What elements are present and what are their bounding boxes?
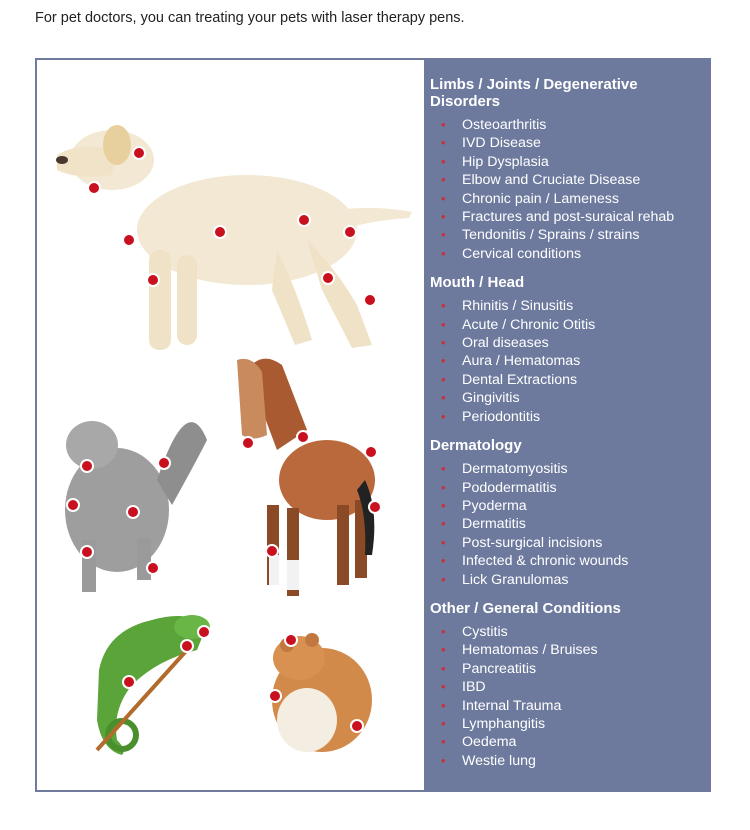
condition-list [430, 116, 711, 263]
list-item: • Hip Dysplasia [430, 153, 711, 171]
list-item: • Internal Trauma [430, 697, 711, 715]
section-limbs [430, 76, 711, 263]
list-item: • IVD Disease [430, 134, 711, 152]
list-item: • Cystitis [430, 623, 711, 641]
list-item: • Hematomas / Bruises [430, 641, 711, 659]
list-item: • Gingivitis [430, 389, 711, 407]
list-item: • Dental Extractions [430, 371, 711, 389]
section-title: Other / General Conditions [430, 599, 621, 617]
list-item: • Tendonitis / Sprains / strains [430, 226, 711, 244]
animal-illustration [37, 60, 424, 790]
list-item: • Aura / Hematomas [430, 352, 711, 370]
list-item: • Post-surgical incisions [430, 534, 711, 552]
list-item: • Lick Granulomas [430, 571, 711, 589]
chameleon-image [97, 615, 210, 755]
list-item: • Lymphangitis [430, 715, 711, 733]
list-item: • IBD [430, 678, 711, 696]
list-item: • Chronic pain / Lameness [430, 190, 711, 208]
condition-list [430, 460, 711, 589]
list-item: • Oedema [430, 733, 711, 751]
list-item: • Pododermatitis [430, 479, 711, 497]
list-item: • Westie lung [430, 752, 711, 770]
list-item: • Cervical conditions [430, 245, 711, 263]
section-general [430, 600, 711, 770]
section-title: Limbs / Joints / Degenerative Disorders [430, 76, 638, 110]
list-item: • Dermatitis [430, 515, 711, 533]
list-item: • Infected & chronic wounds [430, 552, 711, 570]
horse-image [237, 359, 375, 596]
hamster-image [272, 633, 372, 752]
list-item: • Oral diseases [430, 334, 711, 352]
intro-text: For pet doctors, you can treating your pets with laser therapy pens. [35, 10, 465, 26]
animals-svg [37, 60, 424, 790]
condition-list [430, 623, 711, 770]
section-title: Mouth / Head [430, 274, 525, 292]
list-item: • Pancreatitis [430, 660, 711, 678]
list-item: • Osteoarthritis [430, 116, 711, 134]
section-dermatology [430, 437, 711, 589]
condition-list [430, 297, 711, 426]
list-item: • Rhinitis / Sinusitis [430, 297, 711, 315]
list-item: • Fractures and post-suraical rehab [430, 208, 711, 226]
conditions-sidebar [424, 60, 711, 790]
section-mouth-head [430, 274, 711, 426]
therapy-panel [35, 58, 711, 792]
list-item: • Pyoderma [430, 497, 711, 515]
list-item: • Dermatomyositis [430, 460, 711, 478]
dog-image [56, 125, 412, 350]
list-item: • Periodontitis [430, 408, 711, 426]
list-item: • Elbow and Cruciate Disease [430, 171, 711, 189]
section-title: Dermatology [430, 437, 522, 455]
list-item: • Acute / Chronic Otitis [430, 316, 711, 334]
